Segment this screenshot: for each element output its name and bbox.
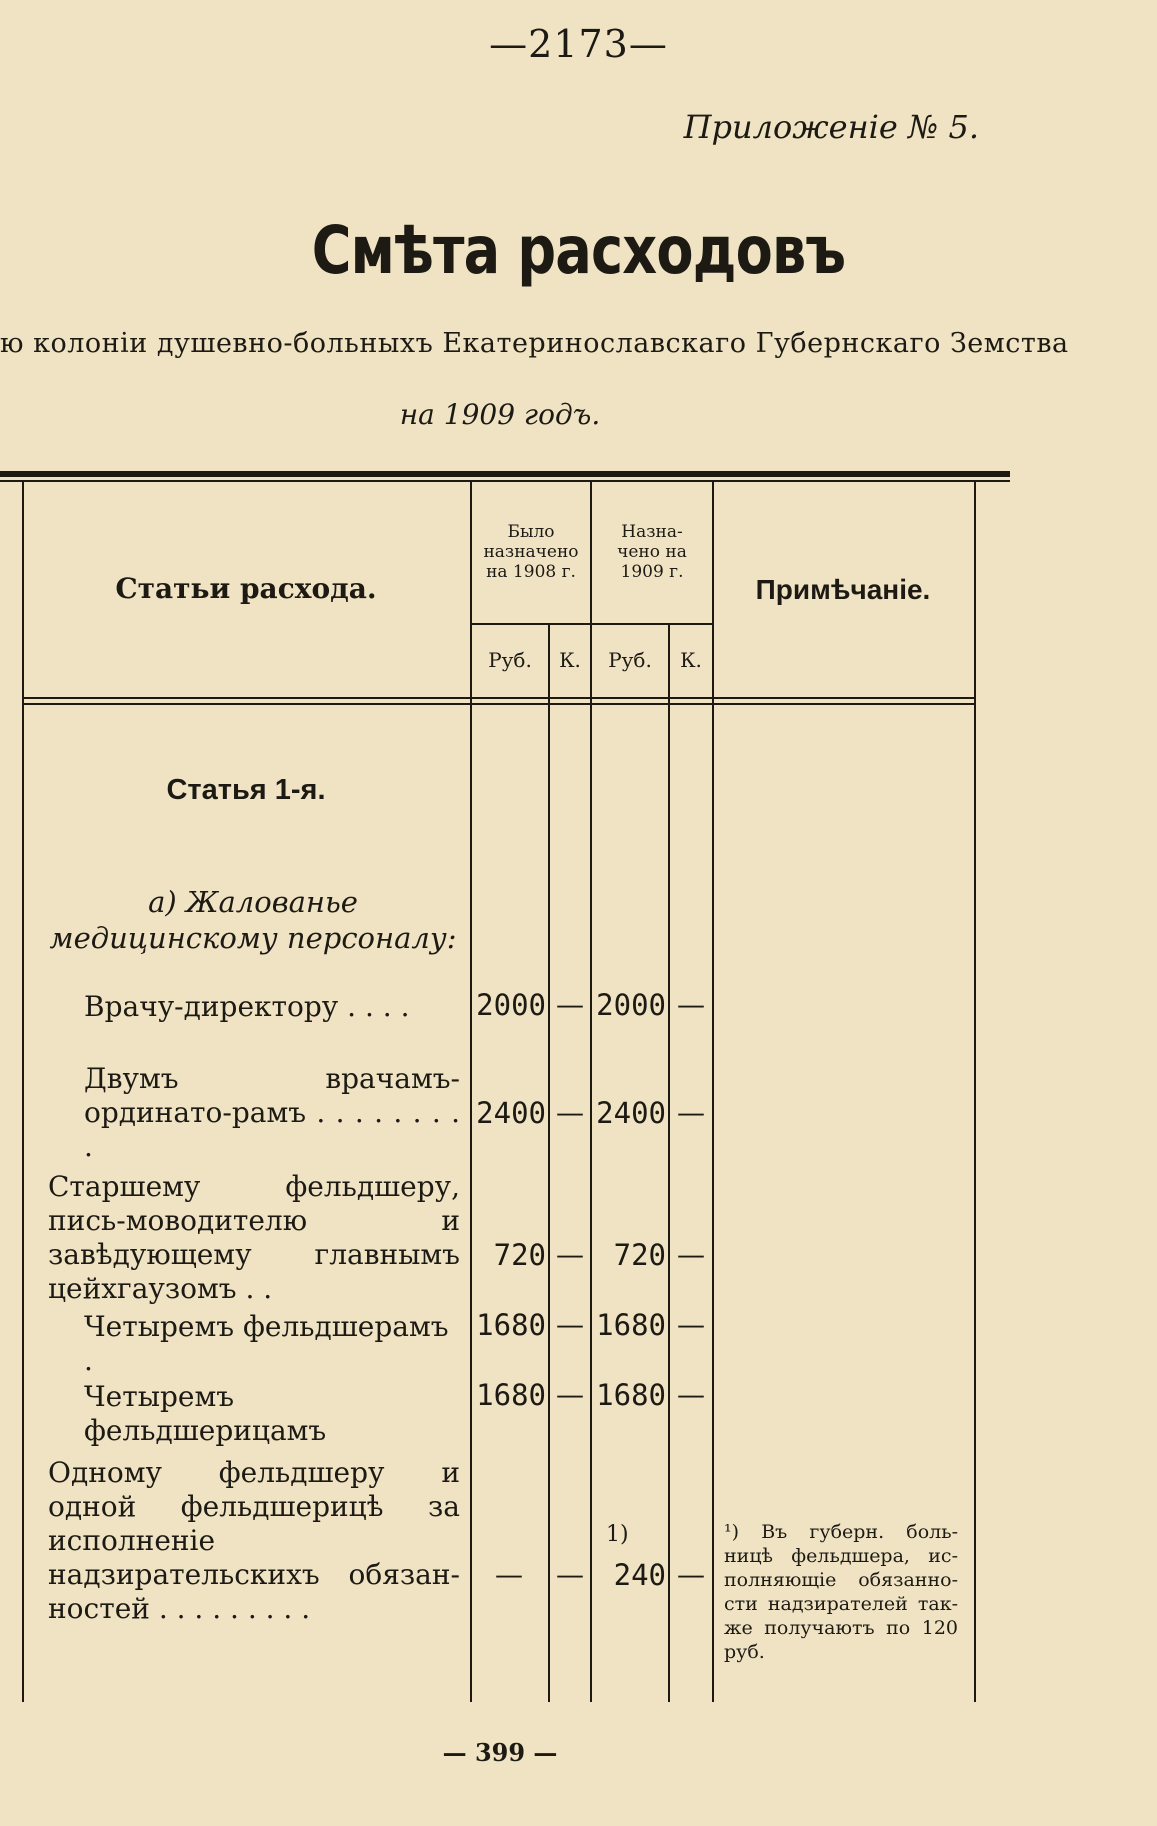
top-rule-thick — [0, 471, 1010, 477]
unit-kop-1909: К. — [680, 648, 702, 672]
col-sep-1909-kop — [668, 625, 670, 1702]
document-title: Смѣта расходовъ — [311, 212, 846, 289]
row-value-1909: 720 — [613, 1238, 666, 1272]
table-left-border — [22, 482, 24, 1702]
row-label: Четыремъ фельдшерамъ . — [84, 1310, 449, 1377]
row-value-1908: 1680 — [476, 1308, 546, 1342]
unit-rub-1909: Руб. — [608, 648, 652, 672]
row-label: Двумъ врачамъ-ординато-рамъ . . . . . . . . . — [84, 1062, 460, 1163]
row-label: Старшему фельдшеру, пись-моводителю и завѣдующему главнымъ цейхгаузомъ . . — [48, 1170, 460, 1305]
row-kop-1908: — — [556, 1308, 584, 1341]
col-sep-1908-kop — [548, 625, 550, 1702]
table-right-border — [974, 482, 976, 1702]
row-kop-1908: — — [556, 1558, 584, 1591]
row-value-1909: 2000 — [596, 988, 666, 1022]
row-value-1909: 1680 — [596, 1378, 666, 1412]
row-kop-1908: — — [556, 1096, 584, 1129]
footnote-text: ¹) Въ губерн. боль-ницѣ фельдшера, ис-полняющіе обязанно-сти надзирателей так-же получаютъ по 120 руб. — [724, 1521, 958, 1663]
row-value-1908: — — [495, 1558, 523, 1591]
document-subtitle: ю колоніи душевно-больныхъ Екатеринославскаго Губернскаго Земства — [0, 328, 1069, 359]
sheet-number: — 399 — — [442, 1738, 558, 1767]
row-value-1908: 2400 — [476, 1096, 546, 1130]
unit-rub-1908: Руб. — [488, 648, 532, 672]
col-sep-note — [712, 482, 714, 1702]
top-rule-thin — [0, 480, 1010, 482]
row-kop-1909: — — [677, 1238, 705, 1271]
row-label: Одному фельдшеру и одной фельдшерицѣ за исполненіе надзирательскихъ обязан-ностей . . . . . . . . . — [48, 1456, 460, 1625]
row-kop-1909: — — [677, 988, 705, 1021]
document-year: на 1909 годъ. — [399, 398, 601, 431]
section-title: Статья 1-я. — [166, 774, 326, 806]
appendix-label: Приложеніе № 5. — [683, 108, 979, 146]
row-value-1908: 720 — [493, 1238, 546, 1272]
row-kop-1908: — — [556, 1238, 584, 1271]
col-note-header: Примѣчаніе. — [755, 574, 931, 605]
footnote-mark: 1) — [606, 1522, 629, 1547]
row-kop-1909: — — [677, 1378, 705, 1411]
row-value-1909: 2400 — [596, 1096, 666, 1130]
row-kop-1908: — — [556, 1378, 584, 1411]
header-bottom-rule-2 — [22, 703, 974, 705]
col-1909-header: Назна-чено на 1909 г. — [617, 522, 687, 582]
row-kop-1909: — — [677, 1308, 705, 1341]
row-kop-1908: — — [556, 988, 584, 1021]
unit-row-top — [470, 623, 712, 625]
page-number: —2173— — [489, 22, 668, 66]
row-kop-1909: — — [677, 1096, 705, 1129]
col-articles-header: Статьи расхода. — [115, 572, 377, 605]
row-value-1909: 1680 — [596, 1308, 666, 1342]
col-1908-header: Было назначено на 1908 г. — [483, 522, 579, 582]
row-value-1909: 240 — [613, 1558, 666, 1592]
unit-kop-1908: К. — [559, 648, 581, 672]
row-kop-1909: — — [677, 1558, 705, 1591]
row-value-1908: 2000 — [476, 988, 546, 1022]
row-label: Врачу-директору . . . . — [84, 990, 410, 1023]
row-label: Четыремъ фельдшерицамъ — [84, 1380, 327, 1447]
subsection-title: а) Жалованье медицинскому персоналу: — [49, 885, 457, 955]
header-bottom-rule-1 — [22, 697, 974, 699]
row-value-1908: 1680 — [476, 1378, 546, 1412]
